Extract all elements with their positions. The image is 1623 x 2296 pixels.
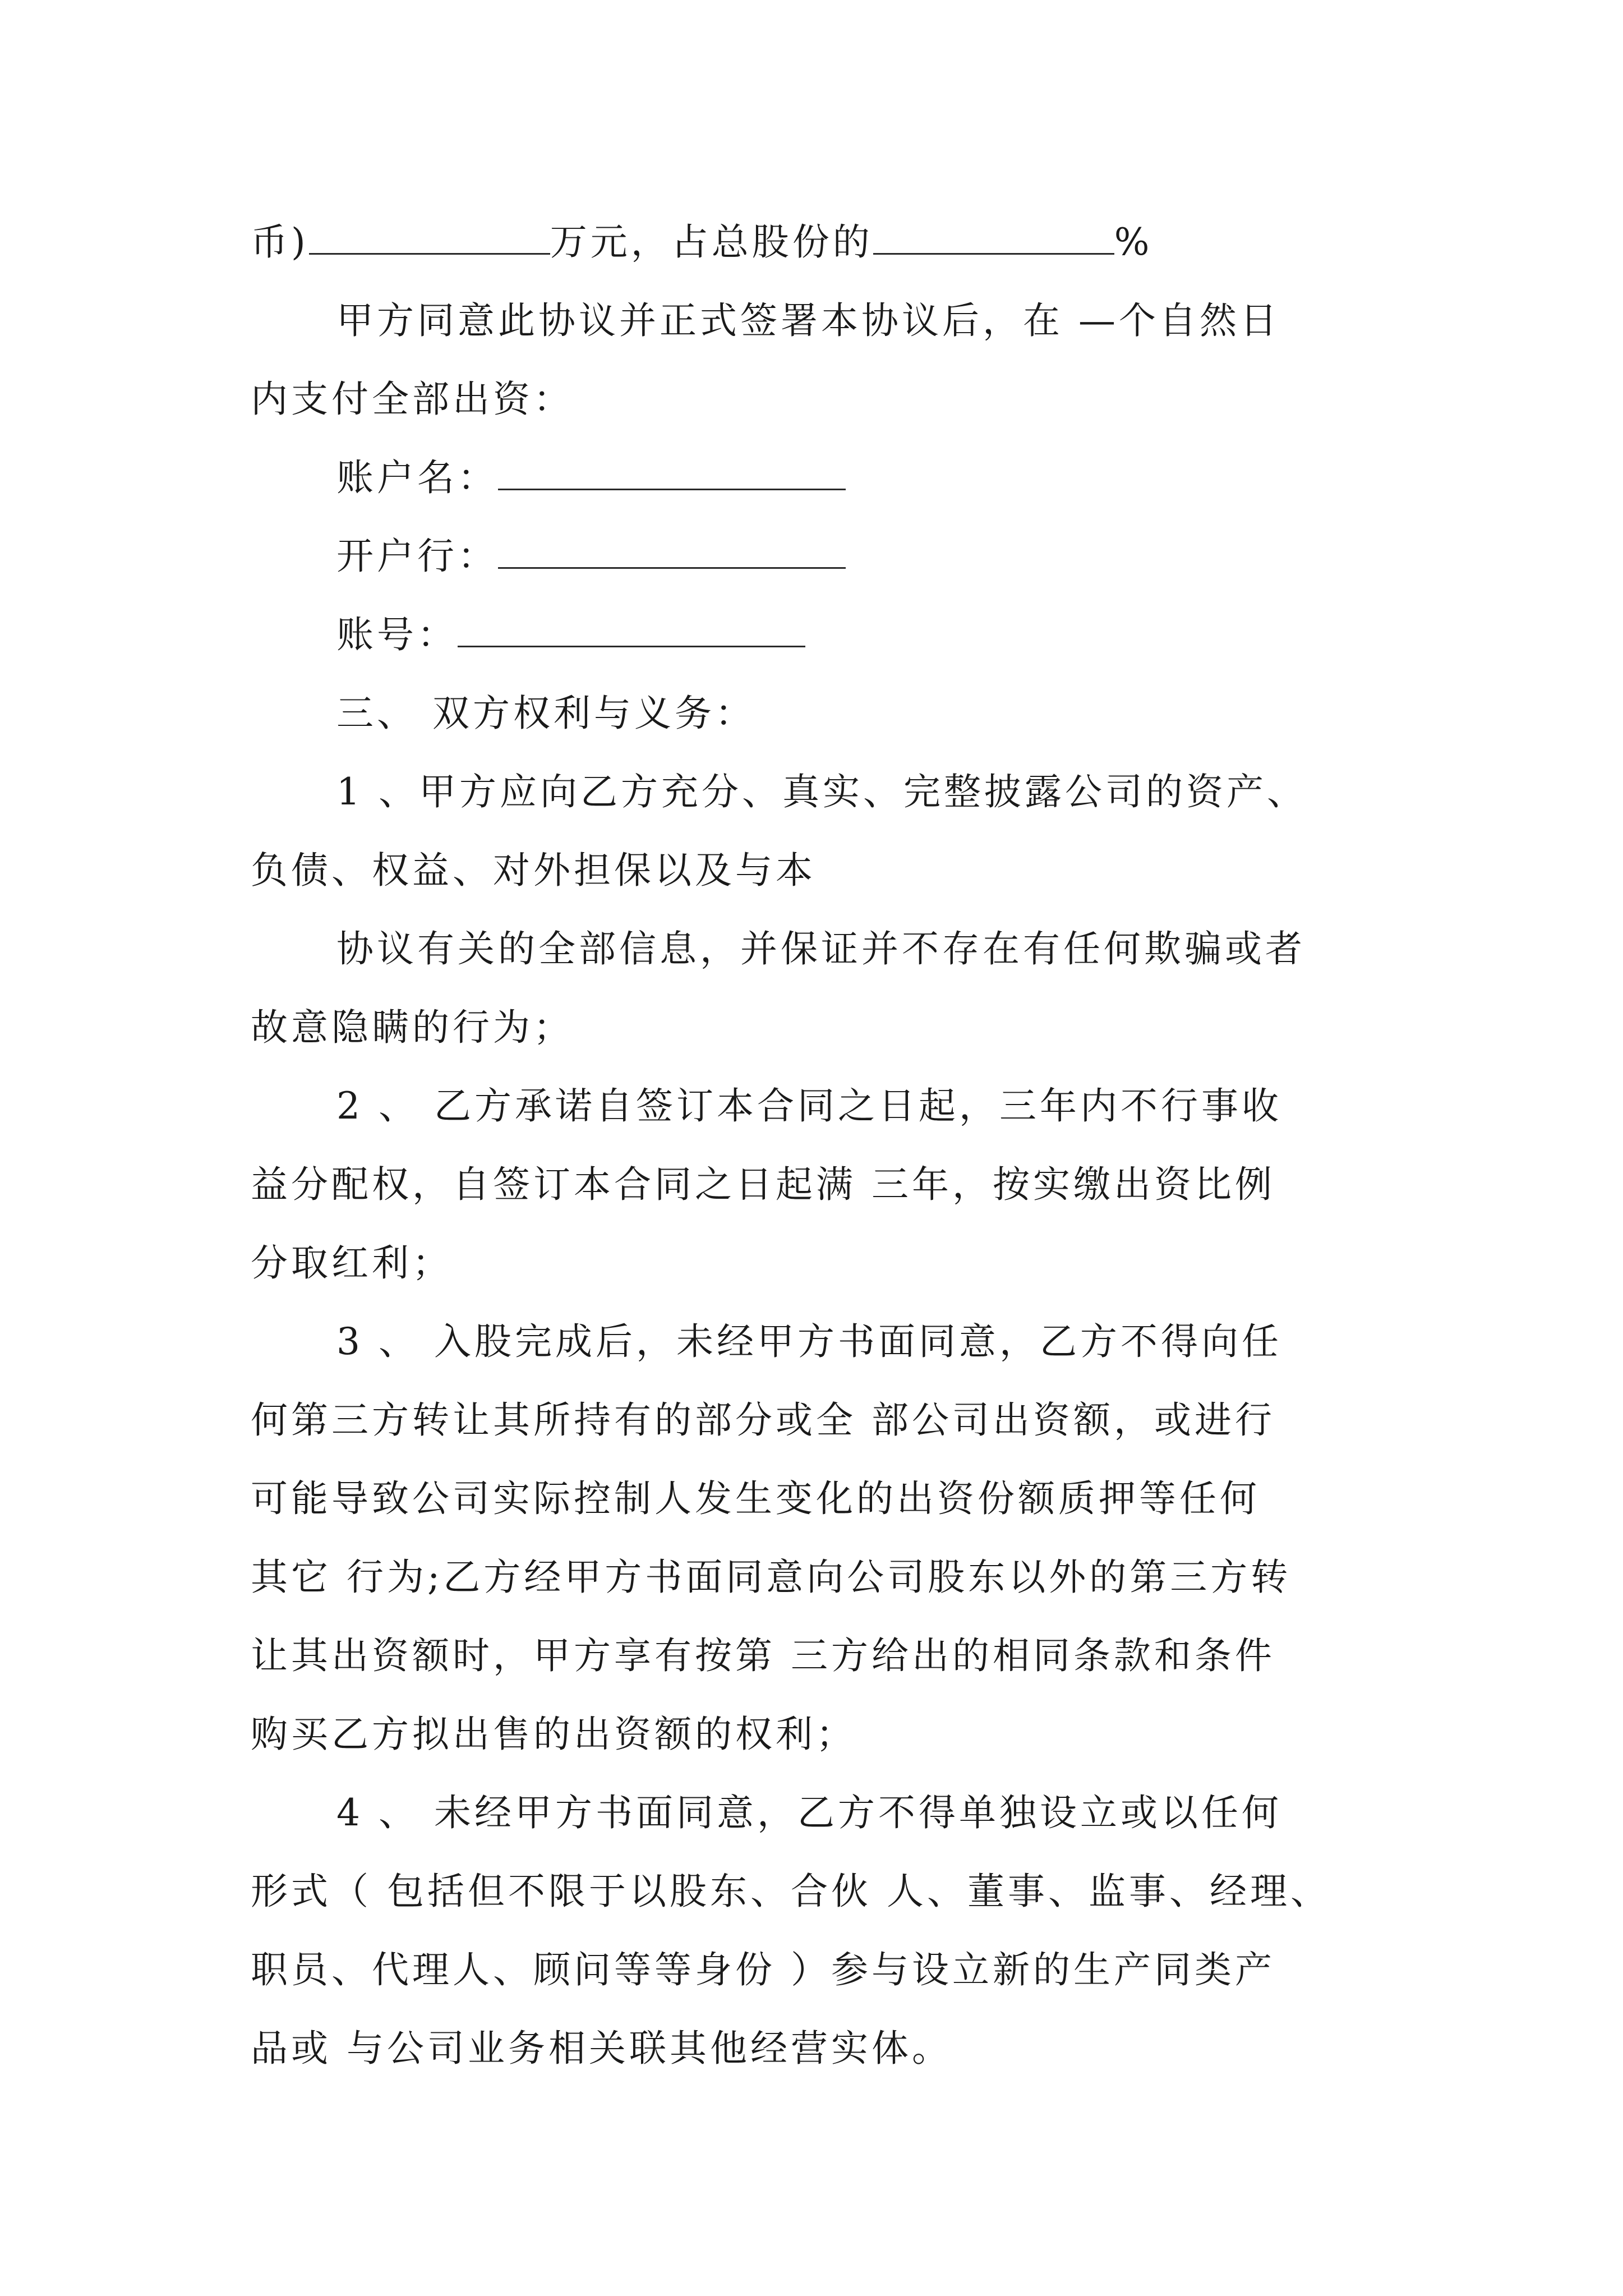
amount-blank — [309, 224, 550, 255]
item-3-line-5: 让其出资额时，甲方享有按第 三方给出的相同条款和条件 — [251, 1634, 1275, 1677]
section-3-title: 三、 双方权利与义务： — [336, 692, 755, 735]
account-number-label: 账号： — [336, 613, 458, 656]
bank-blank — [498, 538, 846, 569]
item-4-line-3: 职员、代理人、顾问等等身份 ）参与设立新的生产同类产 — [251, 1948, 1275, 1991]
account-name-line — [336, 455, 846, 500]
item-2-line-1: 2 、 乙方承诺自签订本合同之日起，三年内不行事收 — [336, 1084, 1282, 1128]
item-3-line-3: 可能导致公司实际控制人发生变化的出资份额质押等任何 — [251, 1477, 1260, 1520]
payment-paragraph-line-2: 内支付全部出资： — [251, 378, 574, 421]
percent-blank — [873, 224, 1114, 255]
item-3-line-1: 3 、 入股完成后，未经甲方书面同意，乙方不得向任 — [336, 1320, 1282, 1363]
item-4-line-2: 形式（ 包括但不限于以股东、合伙 人、董事、监事、经理、 — [251, 1870, 1331, 1913]
bank-line — [336, 534, 846, 579]
capital-amount-line — [251, 220, 1152, 265]
account-name-label: 账户名： — [336, 456, 498, 499]
payment-paragraph-line-1: 甲方同意此协议并正式签署本协议后，在 —个自然日 — [336, 299, 1280, 342]
item-1-line-4: 故意隐瞒的行为； — [251, 1006, 574, 1049]
bank-label: 开户行： — [336, 535, 498, 578]
item-3-line-2: 何第三方转让其所持有的部分或全 部公司出资额，或进行 — [251, 1398, 1275, 1442]
item-3-line-6: 购买乙方拟出售的出资额的权利； — [251, 1713, 856, 1756]
account-name-blank — [498, 459, 846, 490]
item-2-line-2: 益分配权，自签订本合同之日起满 三年，按实缴出资比例 — [251, 1163, 1275, 1206]
share-text: 万元，占总股份的 — [550, 220, 873, 264]
account-number-line — [336, 613, 805, 657]
item-3-line-4: 其它 行为;乙方经甲方书面同意向公司股东以外的第三方转 — [251, 1556, 1292, 1599]
item-1-line-3: 协议有关的全部信息，并保证并不存在有任何欺骗或者 — [336, 927, 1306, 970]
item-1-line-2: 负债、权益、对外担保以及与本 — [251, 849, 816, 892]
item-4-line-4: 品或 与公司业务相关联其他经营实体。 — [251, 2027, 952, 2070]
currency-text: 币) — [251, 220, 309, 264]
item-2-line-3: 分取红利； — [251, 1241, 453, 1285]
percent-sign: % — [1114, 220, 1153, 264]
account-number-blank — [458, 616, 805, 647]
item-4-line-1: 4 、 未经甲方书面同意，乙方不得单独设立或以任何 — [336, 1791, 1282, 1834]
item-1-line-1: 1 、甲方应向乙方充分、真实、完整披露公司的资产、 — [336, 770, 1307, 813]
